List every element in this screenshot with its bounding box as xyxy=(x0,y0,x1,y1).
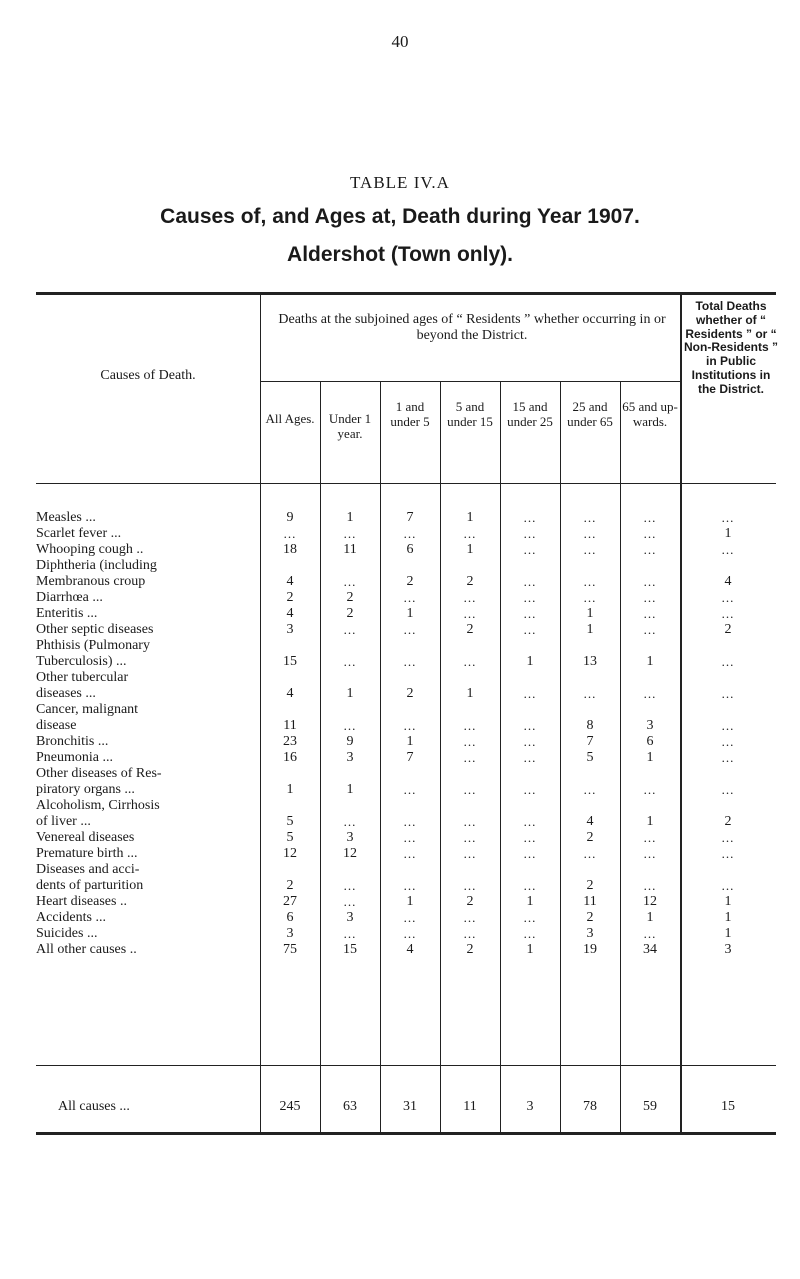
table-cell: 1 xyxy=(526,942,534,957)
table-cell: ... xyxy=(463,606,477,621)
table-cell: ... xyxy=(721,686,735,701)
top-rule xyxy=(36,292,776,295)
table-cell: ... xyxy=(643,846,657,861)
total-cell: 3 xyxy=(526,1099,534,1114)
cause-label: of liver ... xyxy=(36,814,91,829)
column-divider xyxy=(380,382,381,1132)
table-cell: ... xyxy=(721,654,735,669)
table-cell: ... xyxy=(523,910,537,925)
cause-label: dents of parturition xyxy=(36,878,144,893)
cause-label: Pneumonia ... xyxy=(36,750,113,765)
table-cell: 3 xyxy=(346,750,354,765)
cause-label: Cancer, malignant xyxy=(36,702,139,717)
table-cell: ... xyxy=(343,718,357,733)
table-cell: 13 xyxy=(583,654,597,669)
table-cell: ... xyxy=(463,878,477,893)
table-cell: ... xyxy=(721,510,735,525)
cause-label: Tuberculosis) ... xyxy=(36,654,127,669)
table-cell: 1 xyxy=(646,814,654,829)
table-cell: 1 xyxy=(406,606,414,621)
column-header-all-ages: All Ages. xyxy=(265,411,315,426)
column-header-25-to-65: 25 and under 65 xyxy=(567,399,613,429)
table-cell: 1 xyxy=(724,526,732,541)
table-cell: 1 xyxy=(346,686,354,701)
total-cell: 245 xyxy=(279,1099,301,1114)
table-cell: ... xyxy=(403,526,417,541)
table-cell: ... xyxy=(583,686,597,701)
table-cell: 2 xyxy=(286,590,294,605)
table-cell: ... xyxy=(643,526,657,541)
table-cell: ... xyxy=(283,526,297,541)
table-cell: ... xyxy=(643,686,657,701)
table-cell: 1 xyxy=(526,654,534,669)
cause-label: Bronchitis ... xyxy=(36,734,109,749)
table-cell: ... xyxy=(721,878,735,893)
table-cell: ... xyxy=(583,574,597,589)
table-cell: ... xyxy=(721,750,735,765)
table-cell: 1 xyxy=(406,894,414,909)
table-cell: ... xyxy=(463,750,477,765)
cause-label: Other septic diseases xyxy=(36,622,154,637)
table-cell: 1 xyxy=(466,542,474,557)
cause-label: Measles ... xyxy=(36,510,96,525)
table-cell: 6 xyxy=(406,542,414,557)
table-cell: 23 xyxy=(283,734,297,749)
table-cell: ... xyxy=(721,830,735,845)
table-cell: 2 xyxy=(346,590,354,605)
table-cell: ... xyxy=(721,606,735,621)
total-cell: 31 xyxy=(403,1099,417,1114)
cause-label: Heart diseases .. xyxy=(36,894,127,909)
table-cell: 1 xyxy=(586,622,594,637)
cause-label: piratory organs ... xyxy=(36,782,135,797)
table-cell: 6 xyxy=(646,734,654,749)
column-divider xyxy=(680,295,682,1132)
table-cell: 7 xyxy=(586,734,594,749)
bottom-rule xyxy=(36,1132,776,1135)
column-divider xyxy=(500,382,501,1132)
table-cell: ... xyxy=(403,814,417,829)
table-cell: 12 xyxy=(343,846,357,861)
table-cell: ... xyxy=(721,542,735,557)
table-cell: ... xyxy=(343,622,357,637)
table-cell: ... xyxy=(343,894,357,909)
table-cell: 1 xyxy=(724,894,732,909)
total-cell: 78 xyxy=(583,1099,597,1114)
table-cell: 1 xyxy=(346,510,354,525)
table-cell: 8 xyxy=(586,718,594,733)
table-cell: ... xyxy=(403,718,417,733)
cause-label: Venereal diseases xyxy=(36,830,135,845)
table-cell: ... xyxy=(643,878,657,893)
table-cell: ... xyxy=(583,510,597,525)
total-cell: 59 xyxy=(643,1099,657,1114)
table-cell: ... xyxy=(463,926,477,941)
column-header-65-upwards: 65 and up-wards. xyxy=(622,399,678,429)
table-cell: ... xyxy=(643,606,657,621)
table-cell: 4 xyxy=(286,686,294,701)
table-cell: ... xyxy=(583,526,597,541)
table-cell: 1 xyxy=(646,750,654,765)
column-divider xyxy=(260,295,261,1132)
table-cell: ... xyxy=(583,782,597,797)
table-cell: 11 xyxy=(583,894,597,909)
table-cell: ... xyxy=(523,782,537,797)
table-cell: 11 xyxy=(343,542,357,557)
column-header-1-to-5: 1 and under 5 xyxy=(390,399,430,429)
table-cell: 3 xyxy=(724,942,732,957)
table-cell: 18 xyxy=(283,542,297,557)
cause-label: Accidents ... xyxy=(36,910,106,925)
table-cell: ... xyxy=(343,654,357,669)
table-cell: ... xyxy=(403,846,417,861)
cause-label: Alcoholism, Cirrhosis xyxy=(36,798,160,813)
table-cell: ... xyxy=(583,590,597,605)
table-cell: ... xyxy=(523,878,537,893)
table-cell: 1 xyxy=(586,606,594,621)
table-cell: ... xyxy=(463,718,477,733)
table-cell: ... xyxy=(523,510,537,525)
table-cell: 12 xyxy=(643,894,657,909)
table-cell: 5 xyxy=(586,750,594,765)
table-cell: ... xyxy=(463,814,477,829)
cause-label: Diseases and acci- xyxy=(36,862,140,877)
table-cell: 4 xyxy=(286,606,294,621)
table-cell: 15 xyxy=(283,654,297,669)
table-cell: ... xyxy=(343,878,357,893)
table-cell: 34 xyxy=(643,942,657,957)
table-cell: 4 xyxy=(286,574,294,589)
table-cell: ... xyxy=(403,830,417,845)
table-cell: 2 xyxy=(466,622,474,637)
table-cell: 15 xyxy=(343,942,357,957)
table-cell: ... xyxy=(403,910,417,925)
total-label: All causes ... xyxy=(58,1099,130,1114)
table-cell: ... xyxy=(403,654,417,669)
page-number: 40 xyxy=(391,32,409,51)
table-cell: 11 xyxy=(283,718,297,733)
table-cell: 5 xyxy=(286,814,294,829)
table-cell: 3 xyxy=(646,718,654,733)
age-group-header: Deaths at the subjoined ages of “ Residents ” whether occurring in or beyond the District. xyxy=(278,312,666,344)
table-cell: ... xyxy=(463,526,477,541)
table-cell: 2 xyxy=(466,942,474,957)
total-deaths-header: Total Deaths whether of “ Residents ” or “ Non-Residents ” in Public Institutions in the District. xyxy=(684,299,779,396)
table-cell: 7 xyxy=(406,750,414,765)
table-title: Causes of, and Ages at, Death during Year 1907. xyxy=(160,205,640,228)
table-cell: ... xyxy=(523,622,537,637)
causes-header: Causes of Death. xyxy=(100,368,196,383)
table-cell: 2 xyxy=(286,878,294,893)
cause-label: Membranous croup xyxy=(36,574,146,589)
table-cell: 5 xyxy=(286,830,294,845)
table-cell: ... xyxy=(523,526,537,541)
table-cell: 3 xyxy=(346,910,354,925)
table-cell: ... xyxy=(463,734,477,749)
table-cell: ... xyxy=(523,814,537,829)
table-cell: ... xyxy=(463,830,477,845)
table-cell: 1 xyxy=(406,734,414,749)
cause-label: Whooping cough .. xyxy=(36,542,144,557)
total-rule xyxy=(36,1065,776,1066)
table-cell: 4 xyxy=(724,574,732,589)
table-cell: 1 xyxy=(466,510,474,525)
table-cell: 1 xyxy=(526,894,534,909)
table-cell: 19 xyxy=(583,942,597,957)
cause-label: Diarrhœa ... xyxy=(36,590,103,605)
cause-label: Diphtheria (including xyxy=(36,558,157,573)
table-cell: ... xyxy=(403,590,417,605)
table-cell: 1 xyxy=(346,782,354,797)
table-cell: ... xyxy=(721,718,735,733)
table-cell: ... xyxy=(523,718,537,733)
table-cell: 2 xyxy=(724,814,732,829)
table-cell: ... xyxy=(403,782,417,797)
table-cell: ... xyxy=(643,926,657,941)
table-cell: 12 xyxy=(283,846,297,861)
column-divider xyxy=(320,382,321,1132)
column-header-5-to-15: 5 and under 15 xyxy=(447,399,493,429)
table-cell: 16 xyxy=(283,750,297,765)
cause-label: Premature birth ... xyxy=(36,846,138,861)
cause-label: Phthisis (Pulmonary xyxy=(36,638,150,653)
table-cell: ... xyxy=(403,622,417,637)
column-divider xyxy=(620,382,621,1132)
cause-label: disease xyxy=(36,718,77,733)
table-cell: 4 xyxy=(586,814,594,829)
table-cell: 7 xyxy=(406,510,414,525)
table-label: TABLE IV.A xyxy=(350,173,450,192)
table-cell: 4 xyxy=(406,942,414,957)
table-cell: 9 xyxy=(346,734,354,749)
table-cell: ... xyxy=(643,782,657,797)
table-cell: 2 xyxy=(586,910,594,925)
table-cell: 1 xyxy=(646,910,654,925)
table-cell: ... xyxy=(643,590,657,605)
table-cell: 1 xyxy=(286,782,294,797)
cause-label: All other causes .. xyxy=(36,942,137,957)
table-cell: 1 xyxy=(724,910,732,925)
table-cell: 3 xyxy=(346,830,354,845)
group-rule xyxy=(260,381,680,382)
table-cell: 1 xyxy=(724,926,732,941)
cause-label: Other tubercular xyxy=(36,670,129,685)
table-cell: ... xyxy=(463,910,477,925)
table-cell: ... xyxy=(721,590,735,605)
table-cell: ... xyxy=(643,830,657,845)
total-cell: 63 xyxy=(343,1099,357,1114)
table-cell: ... xyxy=(523,574,537,589)
column-divider xyxy=(560,382,561,1132)
table-cell: ... xyxy=(343,526,357,541)
header-rule xyxy=(36,483,776,484)
table-cell: ... xyxy=(721,782,735,797)
cause-label: Scarlet fever ... xyxy=(36,526,122,541)
table-cell: ... xyxy=(523,606,537,621)
table-cell: 75 xyxy=(283,942,297,957)
table-cell: 6 xyxy=(286,910,294,925)
table-cell: ... xyxy=(583,542,597,557)
table-cell: 9 xyxy=(286,510,294,525)
table-cell: 2 xyxy=(466,574,474,589)
cause-label: diseases ... xyxy=(36,686,96,701)
table-cell: 3 xyxy=(286,622,294,637)
column-header-15-to-25: 15 and under 25 xyxy=(507,399,553,429)
table-cell: ... xyxy=(643,622,657,637)
table-cell: ... xyxy=(523,926,537,941)
column-header-under-1: Under 1 year. xyxy=(328,411,372,441)
cause-label: Suicides ... xyxy=(36,926,98,941)
table-cell: ... xyxy=(523,590,537,605)
table-cell: 2 xyxy=(466,894,474,909)
table-cell: ... xyxy=(463,654,477,669)
column-divider xyxy=(440,382,441,1132)
table-cell: ... xyxy=(643,542,657,557)
table-subtitle: Aldershot (Town only). xyxy=(287,243,513,266)
cause-label: Enteritis ... xyxy=(36,606,98,621)
table-cell: 1 xyxy=(466,686,474,701)
table-cell: 3 xyxy=(586,926,594,941)
table-cell: ... xyxy=(463,782,477,797)
table-cell: ... xyxy=(343,574,357,589)
table-cell: ... xyxy=(523,846,537,861)
table-cell: 1 xyxy=(646,654,654,669)
table-cell: ... xyxy=(403,878,417,893)
table-cell: ... xyxy=(523,734,537,749)
table-cell: ... xyxy=(463,846,477,861)
total-cell: 11 xyxy=(463,1099,477,1114)
table-cell: ... xyxy=(583,846,597,861)
table-cell: ... xyxy=(343,814,357,829)
cause-label: Other diseases of Res- xyxy=(36,766,162,781)
table-cell: ... xyxy=(463,590,477,605)
total-cell: 15 xyxy=(721,1099,735,1114)
table-cell: ... xyxy=(721,846,735,861)
table-cell: ... xyxy=(403,926,417,941)
table-cell: 3 xyxy=(286,926,294,941)
table-cell: ... xyxy=(523,686,537,701)
table-cell: 2 xyxy=(346,606,354,621)
table-cell: ... xyxy=(721,734,735,749)
table-cell: 2 xyxy=(406,686,414,701)
table-cell: 2 xyxy=(406,574,414,589)
table-cell: 2 xyxy=(724,622,732,637)
table-cell: ... xyxy=(523,542,537,557)
table-cell: ... xyxy=(523,830,537,845)
table-cell: 27 xyxy=(283,894,297,909)
table-cell: ... xyxy=(643,510,657,525)
table-cell: 2 xyxy=(586,830,594,845)
table-cell: ... xyxy=(523,750,537,765)
table-cell: ... xyxy=(343,926,357,941)
table-cell: 2 xyxy=(586,878,594,893)
table-cell: ... xyxy=(643,574,657,589)
